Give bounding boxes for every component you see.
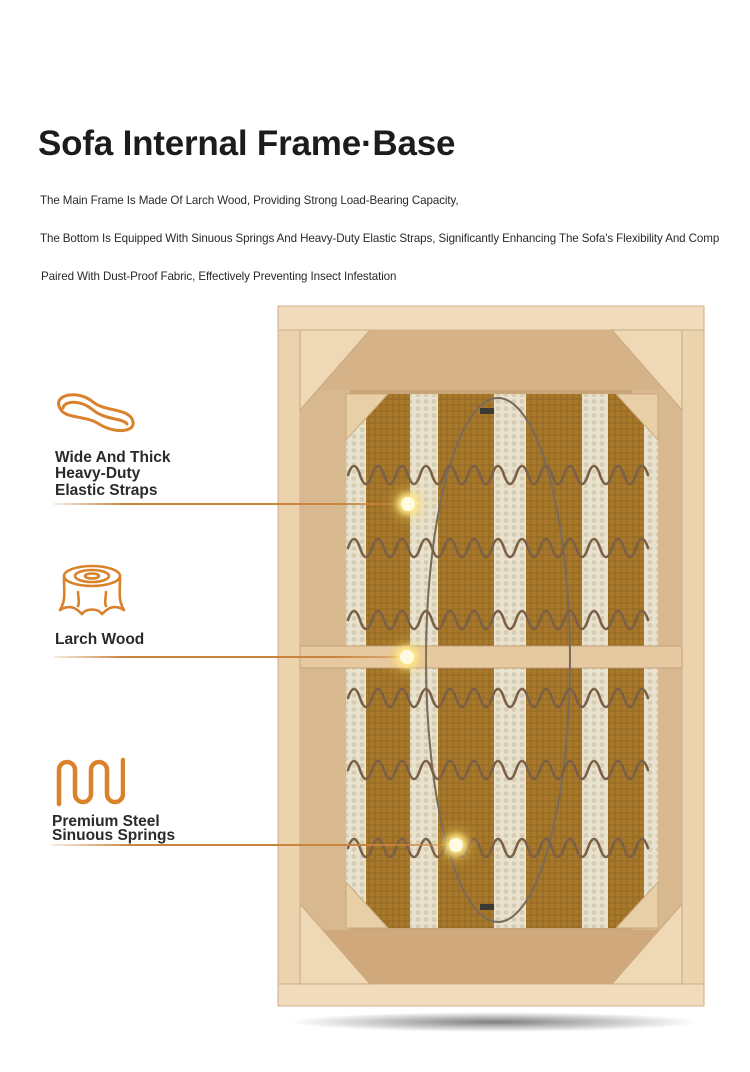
hotspot-marker [401,497,415,511]
feature-label-line: Elastic Straps [55,482,158,499]
leader-line [52,844,452,846]
leader-line [54,656,404,658]
elastic-strap-icon [53,388,137,436]
feature-label-line: Sinuous Springs [52,827,176,844]
feature-label-line: Heavy-Duty [55,465,141,482]
feature-label-sinuous-springs [52,814,175,844]
feature-label-line: Larch Wood [55,631,145,648]
description-line-2: The Bottom Is Equipped With Sinuous Springs And Heavy-Duty Elastic Straps, Significantly Enhancing The Sofa's Flexibility And Comp [40,232,720,245]
feature-label-elastic-straps [55,450,171,499]
hotspot-marker [449,838,463,852]
description-line-3: Paired With Dust-Proof Fabric, Effectively Preventing Insect Infestation [41,270,397,283]
feature-label-line: Wide And Thick [55,449,171,466]
leader-line [54,503,406,505]
description-line-1: The Main Frame Is Made Of Larch Wood, Providing Strong Load-Bearing Capacity, [40,194,459,207]
feature-label-larch-wood [55,632,144,648]
tree-stump-icon [54,562,130,628]
hotspot-marker [400,650,414,664]
sinuous-spring-icon [55,756,125,808]
page-title: Sofa Internal Frame·Base [38,124,456,163]
feature-label-line: Premium Steel [52,813,160,830]
sofa-frame-photo [270,300,720,1040]
